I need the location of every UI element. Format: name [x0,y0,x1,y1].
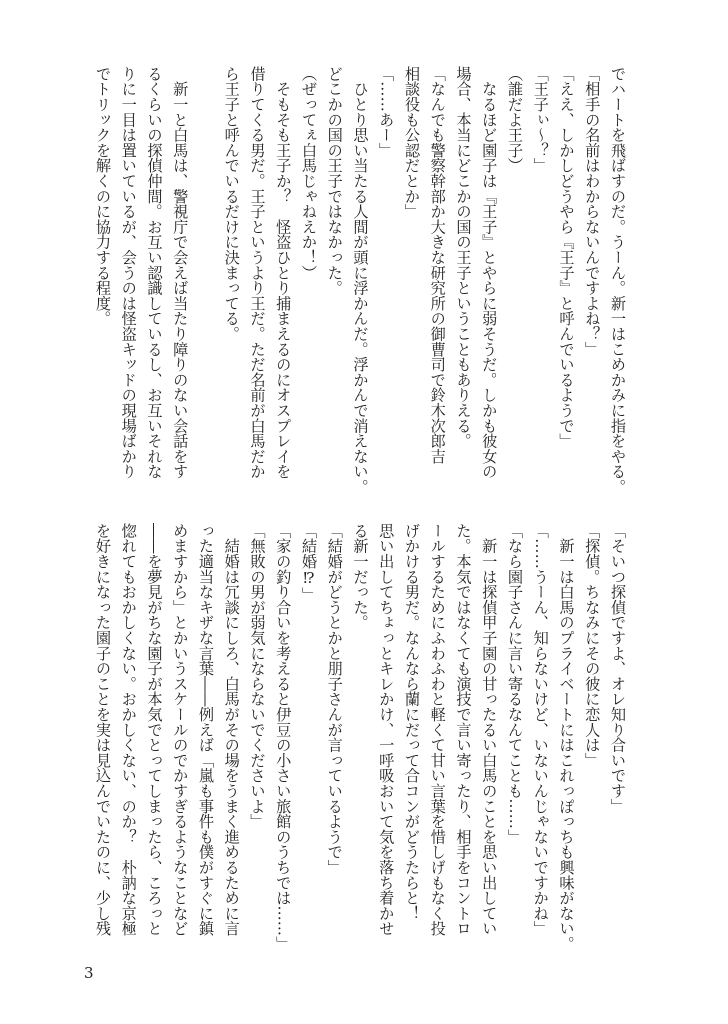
text-line: （誰だよ王子） [506,66,524,174]
text-line: どこかの国の王子ではなかった。 [325,66,344,296]
text-line [192,66,218,498]
page-number: 3 [84,964,94,982]
text-line: 新一は探偵甲子園の甘ったるい白馬のことを思い出してい [480,523,499,937]
text-line: なるほど園子は『王子』とやらに弱そうだ。しかも彼女の [480,66,499,480]
text-line: りに一目は置いているが、会うのは怪盗キッドの現場ばかり [119,66,138,480]
text-line: を好きになった園子のことを実は見込んでいたのに、少し残 [94,523,112,937]
text-line: る新一だった。 [351,523,370,631]
text-line: 「ええ、しかしどうやら『王子』と呼んでいるようで」 [557,66,576,449]
text-line: ひとり思い当たる人間が頭に浮かんだ。浮かんで消えない。 [351,66,370,495]
text-line: 「探偵。ちなみにその彼に恋人は」 [583,523,602,768]
text-line: 「なんでも警察幹部か大きな研究所の御曹司で鈴木次郎吉 [428,66,447,464]
text-line: （ぜってぇ白馬じゃねえか！） [300,66,318,281]
text-line: 「……うーん、知らないけど、いないんじゃないですかね」 [531,523,550,937]
text-line: るくらいの探偵仲間。お互い認識しているし、お互いそれな [145,66,164,480]
text-block-lower [89,523,630,955]
text-line: 惚れてもおかしくない。おかしくない、のか？ 朴訥な京極 [119,523,138,937]
text-block-upper [89,66,630,498]
text-line: 「無敗の男が弱気にならないでくださいよ」 [248,523,267,829]
text-line: 「……あー」 [377,66,396,158]
text-line: げかける男だ。なんなら蘭にだって合コンがどうたらと！ [403,523,421,921]
text-line: 「王子ぃ～？」 [531,66,550,174]
text-line: ――を夢見がちな園子が本気でとってしまったら、ころっと [145,523,164,937]
text-line: た。本気ではなくても演技で言い寄ったり、相手をコントロ [454,523,473,937]
text-line: そもそも王子か？ 怪盗ひとり捕まえるのにオスプレイを [274,66,293,480]
text-line: 「家の釣り合いを考えると伊豆の小さい旅館のうちでは……」 [274,523,293,952]
text-line: ールするためにふわふわと軽くて甘い言葉を惜しげもなく投 [428,523,447,937]
text-line: 結婚は冗談にしろ、白馬がその場をうまく進めるために言 [222,523,241,937]
text-line: 「なら園子さんに言い寄るなんてことも……」 [506,523,524,845]
text-line: った適当なキザな言葉――例えば「嵐も事件も僕がすぐに鎮 [197,523,215,937]
text-line: 「そいつ探偵ですよ、オレ知り合いです」 [609,523,627,814]
text-line: 思い出してちょっとキレかけ、一呼吸おいて気を落ち着かせ [377,523,396,937]
text-line: 「相手の名前はわからないんですよね？」 [583,66,602,357]
text-line: 「結婚⁉」 [300,523,318,603]
text-line: 新一は白馬のプライベートにはこれっぽっちも興味がない。 [557,523,576,952]
text-line: 「結婚がどうとかと朋子さんが言っているようで」 [325,523,344,875]
text-line: めますから」とかいうスケールのでかすぎるようなことなど [171,523,190,937]
text-line: 新一と白馬は、警視庁で会えば当たり障りのない会話をす [171,66,190,480]
text-line: 相談役も公認だとか」 [403,66,421,219]
text-line: 場合、本当にどこかの国の王子ということもありえる。 [454,66,473,449]
text-line: ら王子と呼んでいるだけに決まってる。 [222,66,241,342]
text-line: 借りてくる男だ。王子というより王だ。ただ名前が白馬だか [248,66,267,480]
text-line: でトリックを解くのに協力する程度。 [94,66,112,327]
text-line: でハートを飛ばすのだ。うーん。新一はこめかみに指をやる。 [609,66,627,495]
